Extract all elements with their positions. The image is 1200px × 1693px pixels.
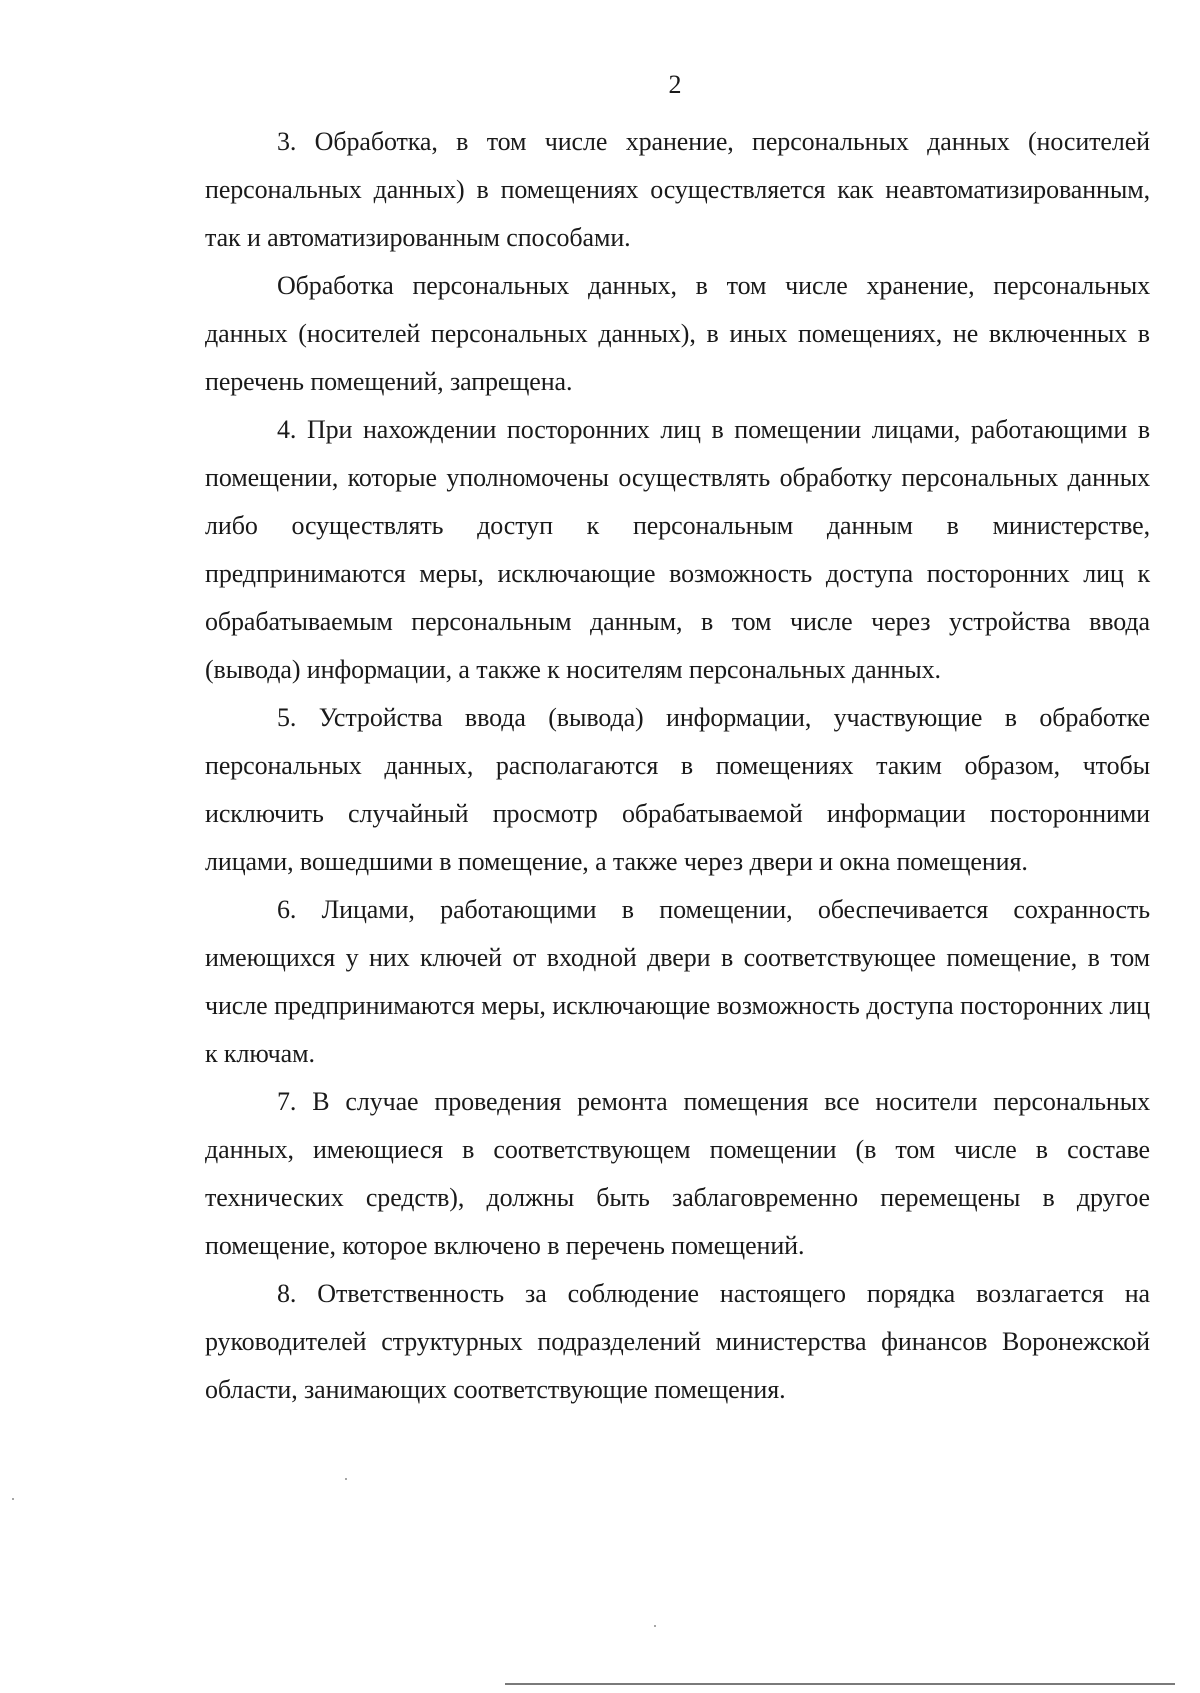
paragraph-5: 5. Устройства ввода (вывода) информации, участвующие в обработке персональных данных, располагаются в помещениях таким образом, чтобы исключить случайный просмотр обрабатываемой информации посторонними лицами, вошедшими в помещение, а также через двери и окна помещения. (205, 703, 1150, 876)
paragraph-7: 7. В случае проведения ремонта помещения все носители персональных данных, имеющиеся в соответствующем помещении (в том числе в составе технических средств), должны быть заблаговременно перемещены в другое помещение, которое включено в перечень помещений. (205, 1087, 1150, 1260)
page-number: 2 (668, 70, 682, 99)
bottom-rule (505, 1683, 1175, 1685)
scan-speck (654, 1625, 656, 1627)
document-body (205, 118, 1150, 1414)
paragraph-3: 3. Обработка, в том числе хранение, персональных данных (носителей персональных данных) в помещениях осуществляется как неавтоматизированным, так и автоматизированным способами. (205, 127, 1150, 252)
scan-speck (12, 1498, 14, 1500)
scan-speck (345, 1478, 347, 1480)
paragraph-3-continued: Обработка персональных данных, в том числе хранение, персональных данных (носителей персональных данных), в иных помещениях, не включенных в перечень помещений, запрещена. (205, 271, 1150, 396)
paragraph-8: 8. Ответственность за соблюдение настоящего порядка возлагается на руководителей структурных подразделений министерства финансов Воронежской области, занимающих соответствующие помещения. (205, 1279, 1150, 1404)
paragraph-6: 6. Лицами, работающими в помещении, обеспечивается сохранность имеющихся у них ключей от входной двери в соответствующее помещение, в том числе предпринимаются меры, исключающие возможность доступа посторонних лиц к ключам. (205, 895, 1150, 1068)
paragraph-4: 4. При нахождении посторонних лиц в помещении лицами, работающими в помещении, которые уполномочены осуществлять обработку персональных данных либо осуществлять доступ к персональным данным в министерстве, предпринимаются меры, исключающие возможность доступа посторонних лиц к обрабатываемым персональным данным, в том числе через устройства ввода (вывода) информации, а также к носителям персональных данных. (205, 415, 1150, 684)
